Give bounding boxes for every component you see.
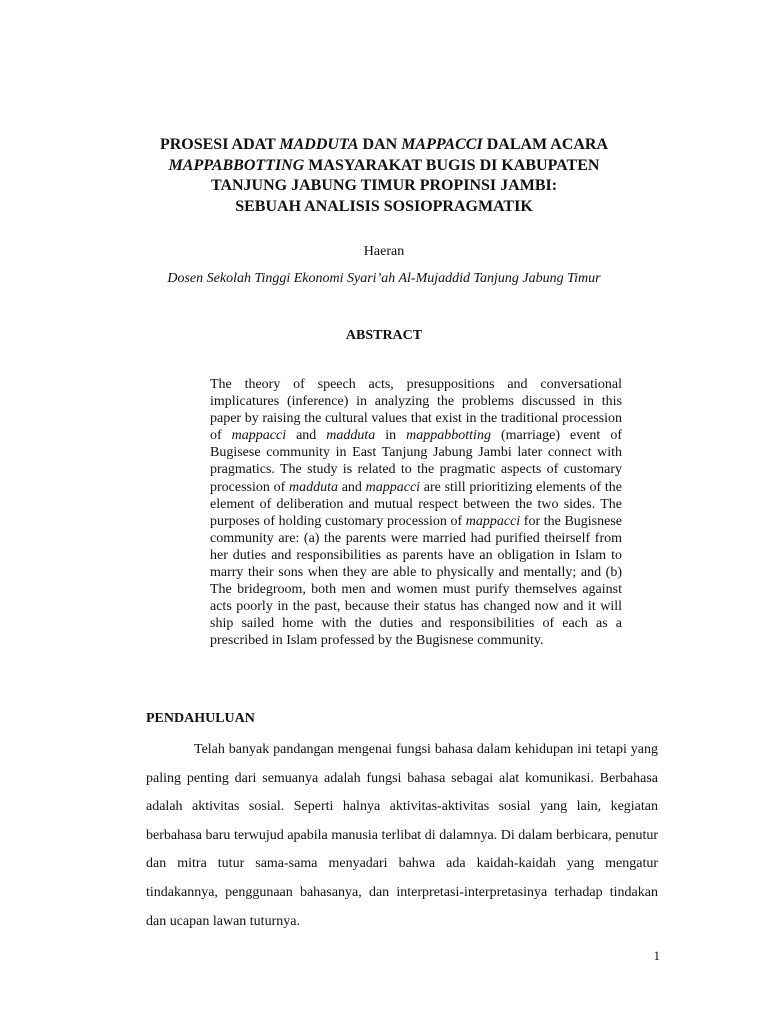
title-line-4: SEBUAH ANALISIS SOSIOPRAGMATIK: [235, 197, 533, 215]
author-name: Haeran: [363, 244, 405, 259]
abstract-heading: ABSTRACT: [345, 328, 423, 343]
title-line-3: TANJUNG JABUNG TIMUR PROPINSI JAMBI:: [210, 177, 558, 194]
paper-title: [110, 135, 658, 217]
author-affiliation: Dosen Sekolah Tinggi Ekonomi Syari’ah Al-Mujaddid Tanjung Jabung Timur: [167, 271, 601, 286]
abstract-text: The theory of speech acts, presuppositions and conversational implicatures (inference) in analyzing the problems discussed in this paper by raising the cultural values that exist in the traditional procession of mappacci and madduta in mappabbotting (marriage) event of Bugisese community in East Tanjung Jabung Jambi later connect with pragmatics. The study is related to the pragmatic aspects of customary procession of madduta and mappacci are still prioritizing elements of the element of deliberation and mutual respect between the two sides. The purposes of holding customary procession of mappacci for the Bugisnese community are: (a) the parents were married had purified theirself from her duties and responsibilities as parents have an obligation in Islam to marry their sons when they are able to physically and mentally; and (b) The bridegroom, both men and women must purify themselves against acts poorly in the past, because their status has changed now and it will ship sailed home with the duties and responsibilities of each as a prescribed in Islam professed by the Bugisnese community.: [210, 377, 623, 649]
title-line-2: MAPPABBOTTING MASYARAKAT BUGIS DI KABUPATEN: [168, 156, 600, 174]
section-heading-pendahuluan: PENDAHULUAN: [146, 711, 255, 726]
section-paragraph: Telah banyak pandangan mengenai fungsi bahasa dalam kehidupan ini tetapi yang paling penting dari semuanya adalah fungsi bahasa sebagai alat komunikasi. Berbahasa adalah aktivitas sosial. Seperti halnya aktivitas-aktivitas sosial yang lain, kegiatan berbahasa baru terwujud apabila manusia terlibat di dalamnya. Di dalam berbicara, penutur dan mitra tutur sama-sama menyadari bahwa ada kaidah-kaidah yang mengatur tindakannya, penggunaan bahasanya, dan interpretasi-interpretasinya terhadap tindakan dan ucapan lawan tuturnya.: [146, 742, 658, 929]
page-number: 1: [653, 948, 660, 963]
title-line-1: PROSESI ADAT MADDUTA DAN MAPPACCI DALAM ACARA: [159, 136, 609, 153]
